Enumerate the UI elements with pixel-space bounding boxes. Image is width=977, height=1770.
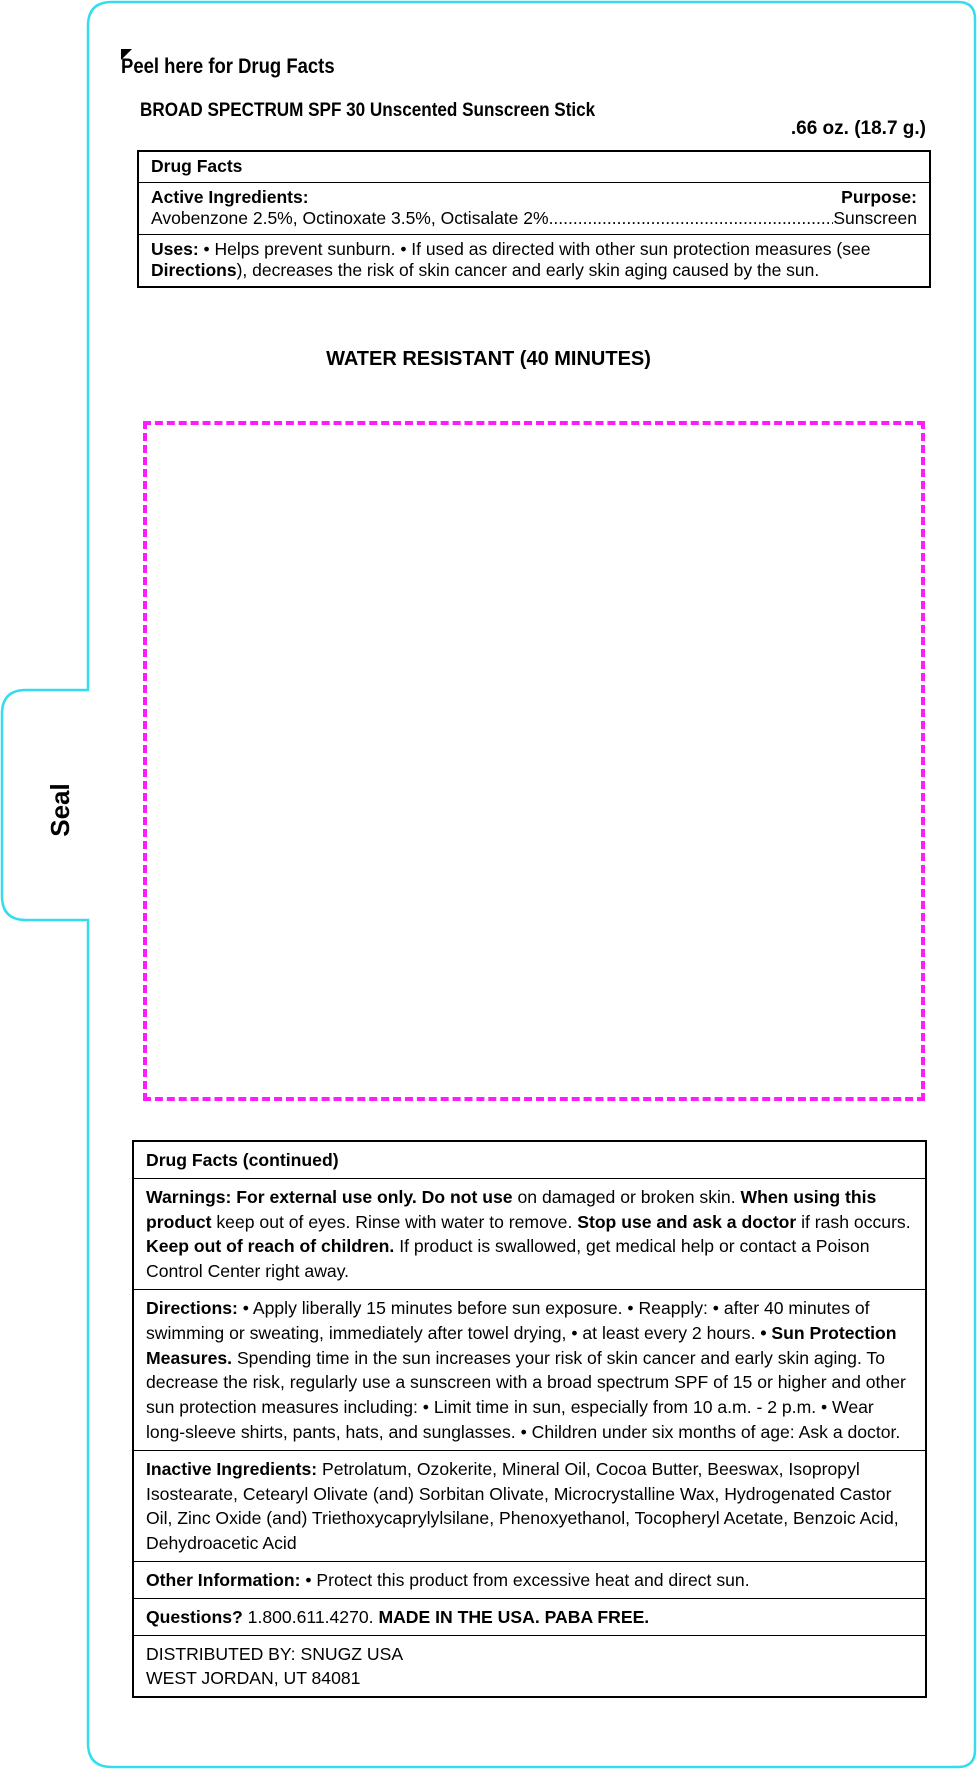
- peel-instruction[interactable]: Peel here for Drug Facts: [121, 55, 335, 78]
- warnings-bold-3: Stop use and ask a doctor: [577, 1211, 797, 1232]
- leader-dots: [549, 208, 834, 229]
- questions-label: Questions?: [146, 1606, 243, 1627]
- uses-directions-word: Directions: [151, 260, 237, 280]
- distributor-line-2: WEST JORDAN, UT 84081: [146, 1668, 361, 1689]
- drug-facts-continued-box: [132, 1140, 927, 1698]
- directions-text-2: Spending time in the sun increases your risk of skin cancer and early skin aging. To decrease the risk, regularly use a sunscreen with a broad spectrum SPF of 15 or higher and other sun protection measures including: • Limit time in sun, especially from 10 a.m. - 2 p.m. • Wear long-sleeve shirts, pants, hats, and sunglasses. • Children under six months of age: Ask a doctor.: [146, 1347, 906, 1442]
- questions-section: [134, 1599, 925, 1636]
- other-information-section: [134, 1562, 925, 1599]
- other-information-text: • Protect this product from excessive heat and direct sun.: [300, 1569, 750, 1590]
- product-name: BROAD SPECTRUM SPF 30 Unscented Sunscreen Stick: [140, 100, 596, 121]
- seal-label: Seal: [45, 783, 75, 837]
- warnings-bold-2: When using this product: [146, 1186, 877, 1232]
- made-in-usa-note: MADE IN THE USA. PABA FREE.: [378, 1606, 650, 1627]
- artwork-placeholder-area: [143, 421, 925, 1101]
- warnings-text-2: keep out of eyes. Rinse with water to remove.: [211, 1211, 578, 1232]
- uses-label: Uses:: [151, 239, 199, 259]
- warnings-section: [134, 1179, 925, 1290]
- warnings-text-1: on damaged or broken skin.: [512, 1186, 741, 1207]
- directions-label: Directions:: [146, 1297, 238, 1318]
- purpose-value: Sunscreen: [833, 208, 917, 228]
- water-resistant-claim: WATER RESISTANT (40 MINUTES): [326, 348, 651, 370]
- warnings-label: Warnings:: [146, 1186, 232, 1207]
- warnings-bold-1: For external use only. Do not use: [231, 1186, 513, 1207]
- active-ingredients-label: Active Ingredients:: [151, 187, 309, 207]
- distributor-section: [134, 1636, 925, 1697]
- uses-text-2: ), decreases the risk of skin cancer and early skin aging caused by the sun.: [236, 260, 820, 280]
- inactive-ingredients-label: Inactive Ingredients:: [146, 1458, 318, 1479]
- net-weight: .66 oz. (18.7 g.): [790, 118, 926, 139]
- other-information-label: Other Information:: [146, 1569, 301, 1590]
- warnings-bold-4: Keep out of reach of children.: [146, 1236, 395, 1257]
- inactive-ingredients-text: Petrolatum, Ozokerite, Mineral Oil, Cocoa Butter, Beeswax, Isopropyl Isostearate, Cetearyl Olivate (and) Sorbitan Olivate, Microcrystalline Wax, Hydrogenated Castor Oil, Zinc Oxide (and) Triethoxycaprylylsilane, Phenoxyethanol, Tocopheryl Acetate, Benzoic Acid, Dehydroacetic Acid: [146, 1458, 899, 1554]
- questions-phone: 1.800.611.4270.: [242, 1606, 379, 1627]
- uses-section: [139, 235, 929, 286]
- inactive-ingredients-section: [134, 1451, 925, 1562]
- directions-section: [134, 1290, 925, 1451]
- warnings-text-4: If product is swallowed, get medical help or contact a Poison Control Center right away.: [146, 1236, 870, 1282]
- drug-facts-box: [137, 150, 931, 288]
- directions-text-1: • Apply liberally 15 minutes before sun exposure. • Reapply: • after 40 minutes of swimming or sweating, immediately after towel drying, • at least every 2 hours.: [146, 1297, 870, 1343]
- active-ingredients-value: Avobenzone 2.5%, Octinoxate 3.5%, Octisalate 2%: [151, 208, 549, 228]
- uses-text-1: • Helps prevent sunburn. • If used as directed with other sun protection measures (see: [198, 239, 871, 259]
- sun-protection-measures-label: • Sun Protection Measures.: [146, 1322, 897, 1368]
- distributor-line-1: DISTRIBUTED BY: SNUGZ USA: [146, 1643, 404, 1664]
- drug-facts-continued-heading: Drug Facts (continued): [146, 1150, 339, 1170]
- purpose-label: Purpose:: [841, 187, 917, 207]
- drug-facts-title: Drug Facts: [139, 152, 929, 183]
- warnings-text-3: if rash occurs.: [796, 1211, 911, 1232]
- drug-facts-continued-title: [134, 1142, 925, 1179]
- active-ingredients-section: [139, 183, 929, 235]
